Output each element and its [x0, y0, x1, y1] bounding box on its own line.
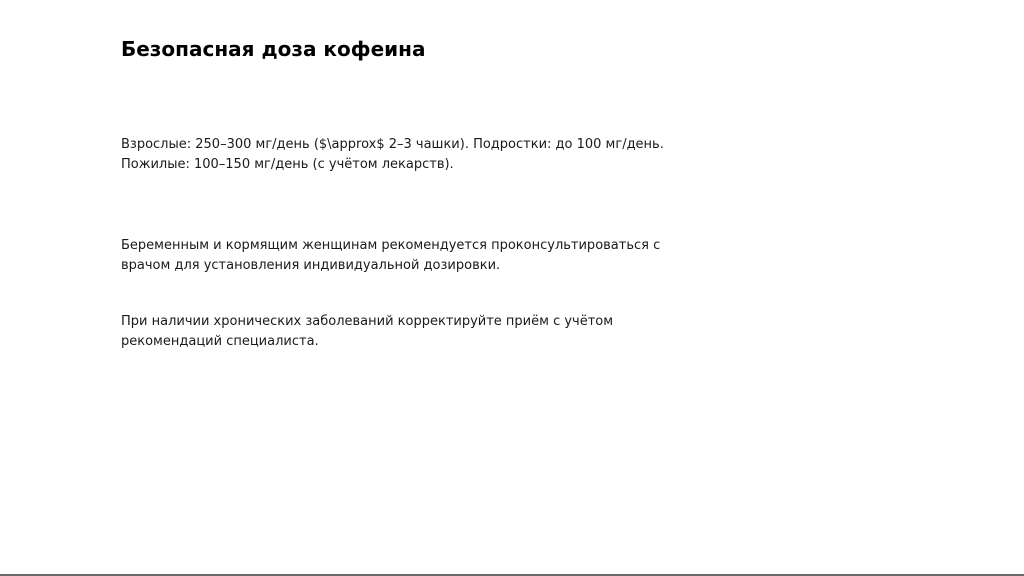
chronic-conditions-paragraph — [121, 312, 613, 352]
slide-title: Безопасная доза кофеина — [121, 37, 426, 61]
pregnancy-line-1: Беременным и кормящим женщинам рекомендуется проконсультироваться с — [121, 238, 661, 253]
dosage-line-elderly: Пожилые: 100–150 мг/день (с учётом лекарств). — [121, 157, 454, 172]
dosage-paragraph — [121, 135, 664, 175]
pregnancy-line-2: врачом для установления индивидуальной дозировки. — [121, 258, 501, 273]
chronic-line-2: рекомендаций специалиста. — [121, 334, 319, 349]
chronic-line-1: При наличии хронических заболеваний корректируйте приём с учётом — [121, 314, 614, 329]
pregnancy-paragraph — [121, 236, 660, 276]
dosage-line-adults: Взрослые: 250–300 мг/день ($\approx$ 2–3 чашки). Подростки: до 100 мг/день. — [121, 137, 664, 152]
